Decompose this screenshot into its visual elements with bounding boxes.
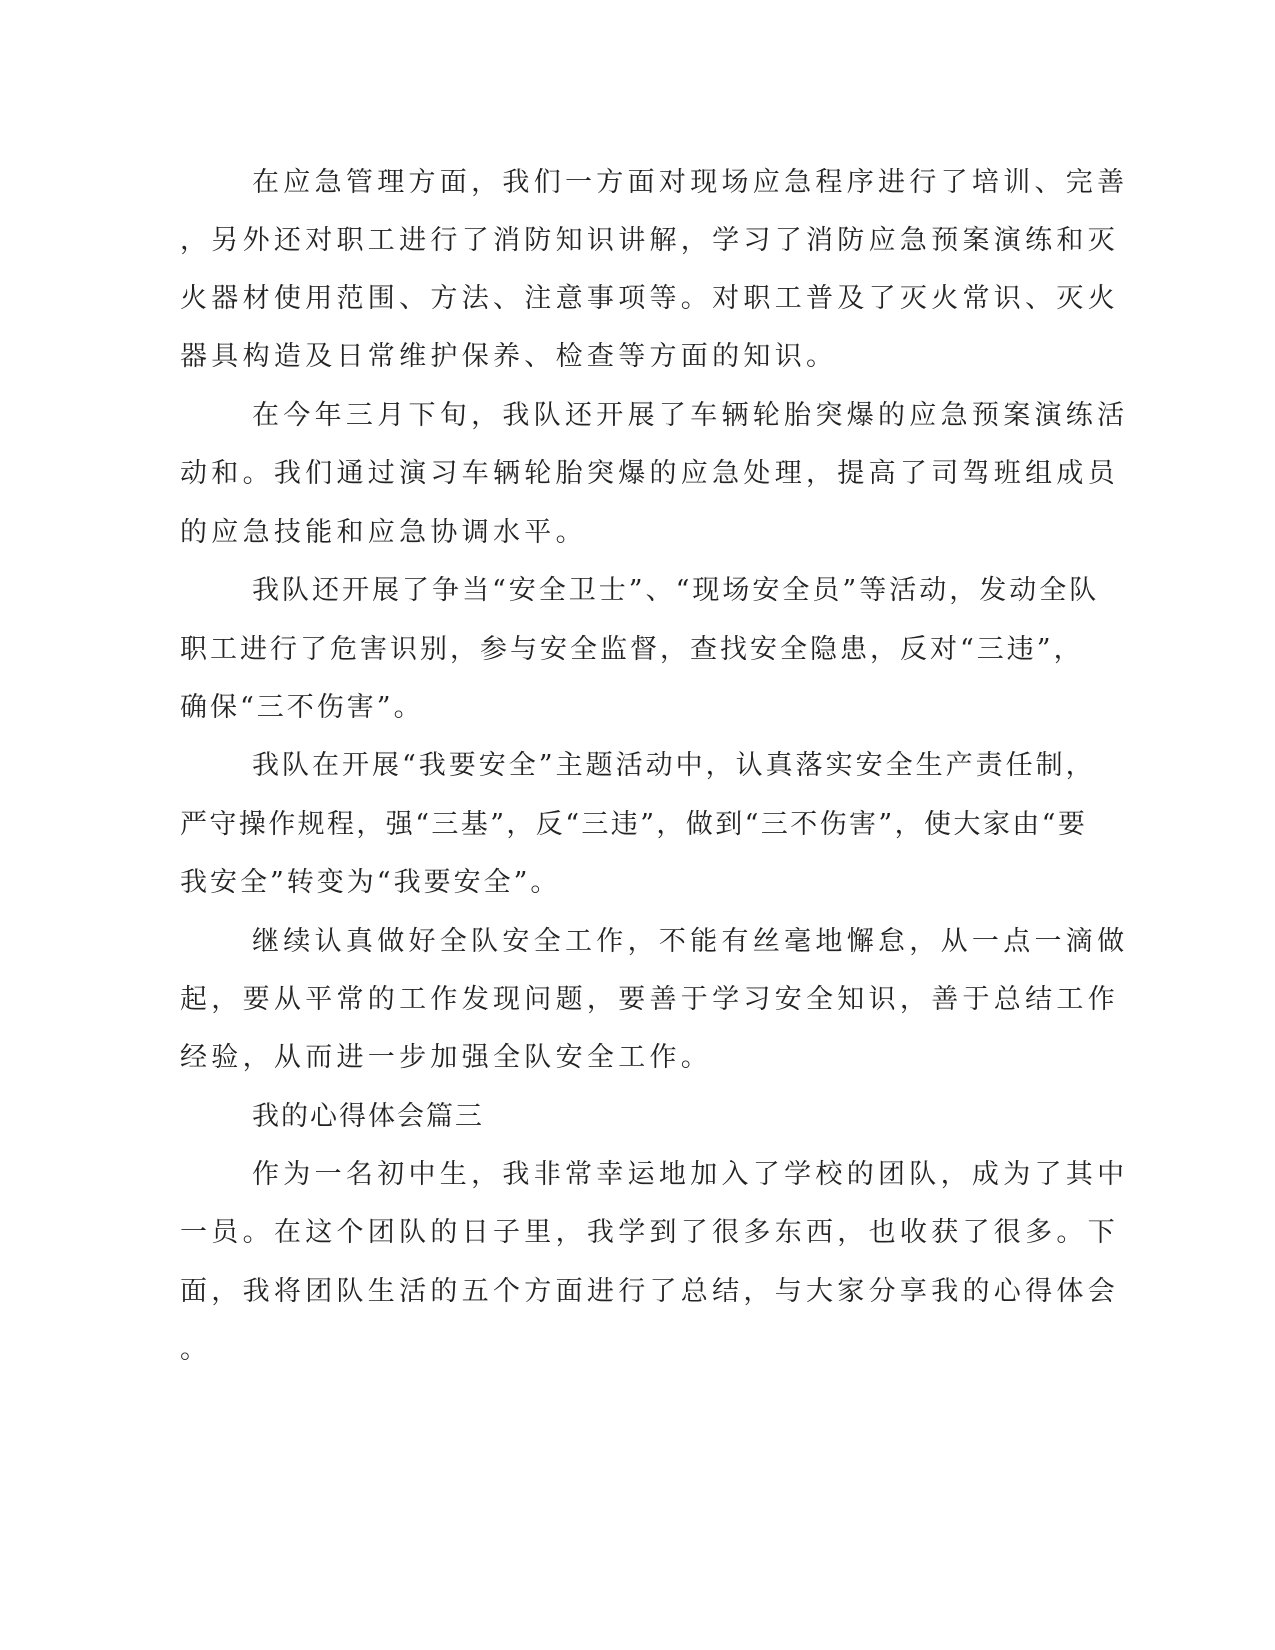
text-line: 严守操作规程，强“三基”，反“三违”，做到“三不伤害”，使大家由“要 — [180, 809, 1088, 840]
text-line: 起，要从平常的工作发现问题，要善于学习安全知识，善于总结工作 — [180, 984, 1119, 1015]
text-line: 职工进行了危害识别，参与安全监督，查找安全隐患，反对“三违”， — [180, 634, 1084, 665]
text-line: 我队还开展了争当“安全卫士”、“现场安全员”等活动，发动全队 — [252, 575, 1100, 606]
text-line: 器具构造及日常维护保养、检查等方面的知识。 — [180, 341, 838, 372]
text-line: 在应急管理方面，我们一方面对现场应急程序进行了培训、完善 — [252, 167, 1129, 198]
text-line: 在今年三月下旬，我队还开展了车辆轮胎突爆的应急预案演练活 — [252, 400, 1129, 431]
text-line: 面，我将团队生活的五个方面进行了总结，与大家分享我的心得体会 — [180, 1276, 1119, 1307]
text-line: 一员。在这个团队的日子里，我学到了很多东西，也收获了很多。下 — [180, 1217, 1119, 1248]
section-heading: 我的心得体会篇三 — [252, 1101, 484, 1132]
text-line: 确保“三不伤害”。 — [180, 692, 424, 723]
text-line: ，另外还对职工进行了消防知识讲解，学习了消防应急预案演练和灭 — [180, 225, 1119, 256]
text-line: 我安全”转变为“我要安全”。 — [180, 867, 561, 898]
text-line: 我队在开展“我要安全”主题活动中，认真落实安全生产责任制， — [252, 750, 1096, 781]
text-line: 作为一名初中生，我非常幸运地加入了学校的团队，成为了其中 — [252, 1159, 1129, 1190]
text-line: 的应急技能和应急协调水平。 — [180, 517, 587, 548]
text-line: 经验，从而进一步加强全队安全工作。 — [180, 1042, 713, 1073]
text-line: 动和。我们通过演习车辆轮胎突爆的应急处理，提高了司驾班组成员 — [180, 458, 1119, 489]
text-line: 。 — [180, 1334, 212, 1365]
text-line: 继续认真做好全队安全工作，不能有丝毫地懈怠，从一点一滴做 — [252, 926, 1129, 957]
text-line: 火器材使用范围、方法、注意事项等。对职工普及了灭火常识、灭火 — [180, 283, 1119, 314]
